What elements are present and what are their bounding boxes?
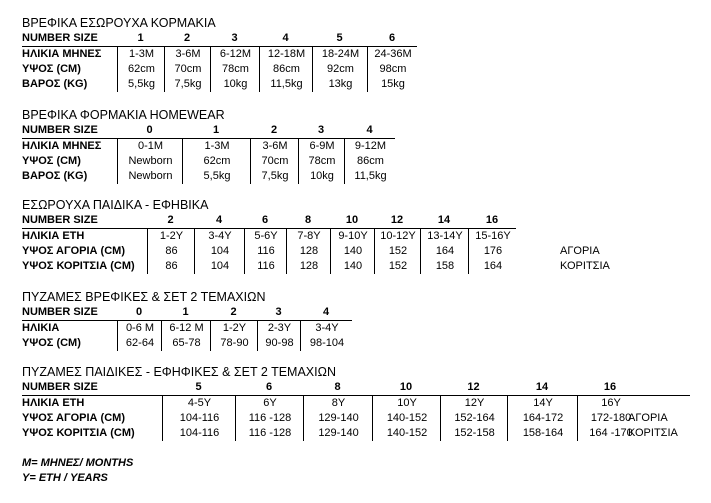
table-cell: 1-2Y — [210, 321, 258, 336]
gender-label: ΚΟΡΙΤΣΙΑ — [560, 260, 610, 272]
size-header-cell: 12 — [467, 381, 480, 393]
row-label: NUMBER SIZE — [22, 32, 98, 44]
table-cell: 172-180 — [577, 411, 644, 426]
table-cell: 86 — [147, 259, 195, 274]
size-header-cell: 6 — [265, 381, 273, 393]
row-label: ΗΛΙΚΙΑ ΕΤΗ — [22, 230, 85, 242]
table-cell: 70cm — [164, 62, 211, 77]
size-header-cell: 1 — [212, 124, 220, 136]
table-cell: 164-172 — [507, 411, 578, 426]
table-cell: 62cm — [182, 154, 251, 169]
table-cell: 18-24M — [312, 47, 368, 62]
table-cell: 6-9M — [298, 139, 345, 154]
table-cell: Newborn — [117, 169, 183, 184]
table-cell: 128 — [286, 259, 331, 274]
table-cell: 104 — [194, 259, 245, 274]
row-label: ΥΨΟΣ ΚΟΡΙΤΣΙΑ (CM) — [22, 427, 135, 439]
table-row — [22, 139, 395, 154]
size-header-cell: 6 — [261, 214, 269, 226]
table-cell: 10-12Y — [374, 229, 421, 244]
size-header-cell: 2 — [167, 214, 174, 226]
row-label: ΥΨΟΣ (CM) — [22, 155, 81, 167]
size-header-cell: 10 — [345, 214, 359, 226]
table-header-row — [22, 305, 352, 321]
table-cell: 1-3M — [117, 47, 165, 62]
size-table — [22, 305, 352, 351]
table-cell: 176 — [468, 244, 517, 259]
row-label: NUMBER SIZE — [22, 124, 98, 136]
table-cell: 6Y — [235, 396, 304, 411]
table-cell: 116 — [244, 259, 287, 274]
table-cell: 104-116 — [162, 411, 236, 426]
table-cell: 98-104 — [300, 336, 353, 351]
section-title: ΠΥΖΑΜΕΣ ΒΡΕΦΙΚΕΣ & ΣΕΤ 2 ΤΕΜΑΧΙΩΝ — [22, 290, 266, 304]
table-cell: 65-78 — [161, 336, 211, 351]
table-cell: 116 — [244, 244, 287, 259]
table-cell: 164 — [468, 259, 517, 274]
table-cell: 158 — [420, 259, 469, 274]
table-cell: 3-4Y — [194, 229, 245, 244]
table-cell: 9-10Y — [330, 229, 375, 244]
table-cell: 104 — [194, 244, 245, 259]
table-cell: 128 — [286, 244, 331, 259]
table-cell: 116 -128 — [235, 426, 304, 441]
table-header-row — [22, 213, 516, 229]
table-row — [22, 411, 690, 426]
table-cell: 12-18M — [259, 47, 313, 62]
table-cell: 98cm — [367, 62, 418, 77]
row-label: ΥΨΟΣ ΑΓΟΡΙΑ (CM) — [22, 245, 125, 257]
table-cell: 129-140 — [303, 411, 373, 426]
table-cell: 15-16Y — [468, 229, 517, 244]
table-cell: 5,5kg — [117, 77, 165, 92]
table-cell: 90-98 — [257, 336, 301, 351]
section-title: ΠΥΖΑΜΕΣ ΠΑΙΔΙΚΕΣ - ΕΦΗΦΙΚΕΣ & ΣΕΤ 2 ΤΕΜΑΧΙΩΝ — [22, 365, 336, 379]
row-label: ΥΨΟΣ (CM) — [22, 63, 81, 75]
table-cell: 140 — [330, 244, 375, 259]
table-row — [22, 321, 352, 336]
row-label: ΗΛΙΚΙΑ — [22, 322, 60, 334]
size-header-cell: 4 — [282, 32, 289, 44]
table-header-row — [22, 123, 395, 139]
footnote: Y= ΕΤΗ / YEARS — [22, 472, 108, 484]
table-cell: 13kg — [312, 77, 368, 92]
table-cell: 1-3M — [182, 139, 251, 154]
size-table — [22, 31, 417, 92]
table-cell: 9-12M — [344, 139, 396, 154]
table-cell: 1-2Y — [147, 229, 195, 244]
table-row — [22, 77, 417, 92]
size-table — [22, 380, 690, 441]
table-cell: 7-8Y — [286, 229, 331, 244]
table-cell: 10Y — [372, 396, 441, 411]
size-header-cell: 14 — [437, 214, 451, 226]
table-row — [22, 426, 690, 441]
table-cell: 152 — [374, 259, 421, 274]
table-cell: 8Y — [303, 396, 373, 411]
size-header-cell: 16 — [603, 381, 617, 393]
size-header-cell: 10 — [399, 381, 413, 393]
table-cell: 116 -128 — [235, 411, 304, 426]
table-cell: 140-152 — [372, 426, 441, 441]
table-cell: 3-6M — [250, 139, 299, 154]
size-header-cell: 0 — [135, 306, 143, 318]
size-header-cell: 2 — [183, 32, 191, 44]
size-header-cell: 14 — [535, 381, 549, 393]
section-title: ΒΡΕΦΙΚΑ ΕΣΩΡΟΥΧΑ ΚΟΡΜΑΚΙΑ — [22, 16, 216, 30]
table-cell: 4-5Y — [162, 396, 236, 411]
size-header-cell: 16 — [485, 214, 499, 226]
size-header-cell: 3 — [275, 306, 282, 318]
table-cell: 86cm — [344, 154, 396, 169]
table-header-row — [22, 380, 690, 396]
table-cell: 7,5kg — [164, 77, 211, 92]
footnote: M= ΜΗΝΕΣ/ MONTHS — [22, 457, 134, 469]
size-header-cell: 8 — [304, 214, 312, 226]
table-cell: 6-12 M — [161, 321, 211, 336]
table-cell: 164 -170 — [577, 426, 644, 441]
table-cell: 3-6M — [164, 47, 211, 62]
table-cell: 12Y — [440, 396, 508, 411]
table-cell: 5-6Y — [244, 229, 287, 244]
row-label: ΗΛΙΚΙΑ ΜΗΝΕΣ — [22, 48, 102, 60]
size-header-cell: 2 — [230, 306, 237, 318]
table-cell: 3-4Y — [300, 321, 353, 336]
table-cell: 62-64 — [117, 336, 162, 351]
table-cell: 78cm — [298, 154, 345, 169]
row-label: ΥΨΟΣ ΑΓΟΡΙΑ (CM) — [22, 412, 125, 424]
row-label: ΗΛΙΚΙΑ ΜΗΝΕΣ — [22, 140, 102, 152]
table-row — [22, 229, 516, 244]
size-table — [22, 123, 395, 184]
row-label: ΥΨΟΣ ΚΟΡΙΤΣΙΑ (CM) — [22, 260, 135, 272]
table-cell: 13-14Y — [420, 229, 469, 244]
table-cell: 140-152 — [372, 411, 441, 426]
row-label: ΗΛΙΚΙΑ ΕΤΗ — [22, 397, 85, 409]
size-table — [22, 213, 610, 274]
size-header-cell: 1 — [182, 306, 189, 318]
table-cell: 2-3Y — [257, 321, 301, 336]
table-row — [22, 62, 417, 77]
table-cell: 11,5kg — [344, 169, 396, 184]
size-header-cell: 3 — [231, 32, 238, 44]
section-title: ΕΣΩΡΟΥΧΑ ΠΑΙΔΙΚΑ - ΕΦΗΒΙΚΑ — [22, 198, 209, 212]
table-row — [22, 169, 395, 184]
table-cell: 86 — [147, 244, 195, 259]
table-cell: 92cm — [312, 62, 368, 77]
size-header-cell: 4 — [215, 214, 223, 226]
size-header-cell: 1 — [137, 32, 144, 44]
table-row — [22, 396, 690, 411]
size-header-cell: 3 — [317, 124, 325, 136]
table-row — [22, 259, 610, 274]
size-header-cell: 2 — [270, 124, 278, 136]
table-cell: 86cm — [259, 62, 313, 77]
table-cell: 15kg — [367, 77, 418, 92]
table-cell: 14Y — [507, 396, 578, 411]
table-cell: 5,5kg — [182, 169, 251, 184]
section-title: ΒΡΕΦΙΚΑ ΦΟΡΜΑΚΙΑ HOMEWEAR — [22, 108, 225, 122]
size-header-cell: 4 — [322, 306, 330, 318]
row-label: NUMBER SIZE — [22, 381, 98, 393]
table-cell: 152-158 — [440, 426, 508, 441]
table-cell: 78-90 — [210, 336, 258, 351]
size-header-cell: 4 — [366, 124, 373, 136]
gender-label: ΑΓΟΡΙΑ — [560, 245, 600, 257]
table-row — [22, 244, 600, 259]
table-row — [22, 47, 417, 62]
row-label: NUMBER SIZE — [22, 306, 98, 318]
table-header-row — [22, 31, 417, 47]
table-cell: 129-140 — [303, 426, 373, 441]
table-cell: 78cm — [210, 62, 260, 77]
table-cell: 70cm — [250, 154, 299, 169]
table-row — [22, 154, 395, 169]
table-cell: 158-164 — [507, 426, 578, 441]
size-header-cell: 5 — [195, 381, 202, 393]
size-header-cell: 8 — [334, 381, 341, 393]
gender-label: ΑΓΟΡΙΑ — [628, 412, 668, 424]
table-cell: 7,5kg — [250, 169, 299, 184]
table-cell: 104-116 — [162, 426, 236, 441]
size-header-cell: 5 — [336, 32, 343, 44]
table-cell: 0-1M — [117, 139, 183, 154]
table-cell: Newborn — [117, 154, 183, 169]
table-cell: 152 — [374, 244, 421, 259]
size-header-cell: 0 — [146, 124, 153, 136]
table-cell: 164 — [420, 244, 469, 259]
row-label: ΒΑΡΟΣ (KG) — [22, 78, 88, 90]
row-label: ΥΨΟΣ (CM) — [22, 337, 81, 349]
table-cell: 62cm — [117, 62, 165, 77]
table-cell: 24-36M — [367, 47, 418, 62]
table-cell: 140 — [330, 259, 375, 274]
table-cell: 16Y — [577, 396, 644, 411]
size-header-cell: 12 — [390, 214, 404, 226]
row-label: ΒΑΡΟΣ (KG) — [22, 170, 88, 182]
size-header-cell: 6 — [388, 32, 396, 44]
gender-label: ΚΟΡΙΤΣΙΑ — [628, 427, 678, 439]
table-cell: 152-164 — [440, 411, 508, 426]
table-cell: 10kg — [298, 169, 345, 184]
table-cell: 6-12M — [210, 47, 260, 62]
table-cell: 10kg — [210, 77, 260, 92]
table-row — [22, 336, 352, 351]
table-cell: 11,5kg — [259, 77, 313, 92]
row-label: NUMBER SIZE — [22, 214, 98, 226]
table-cell: 0-6 M — [117, 321, 162, 336]
